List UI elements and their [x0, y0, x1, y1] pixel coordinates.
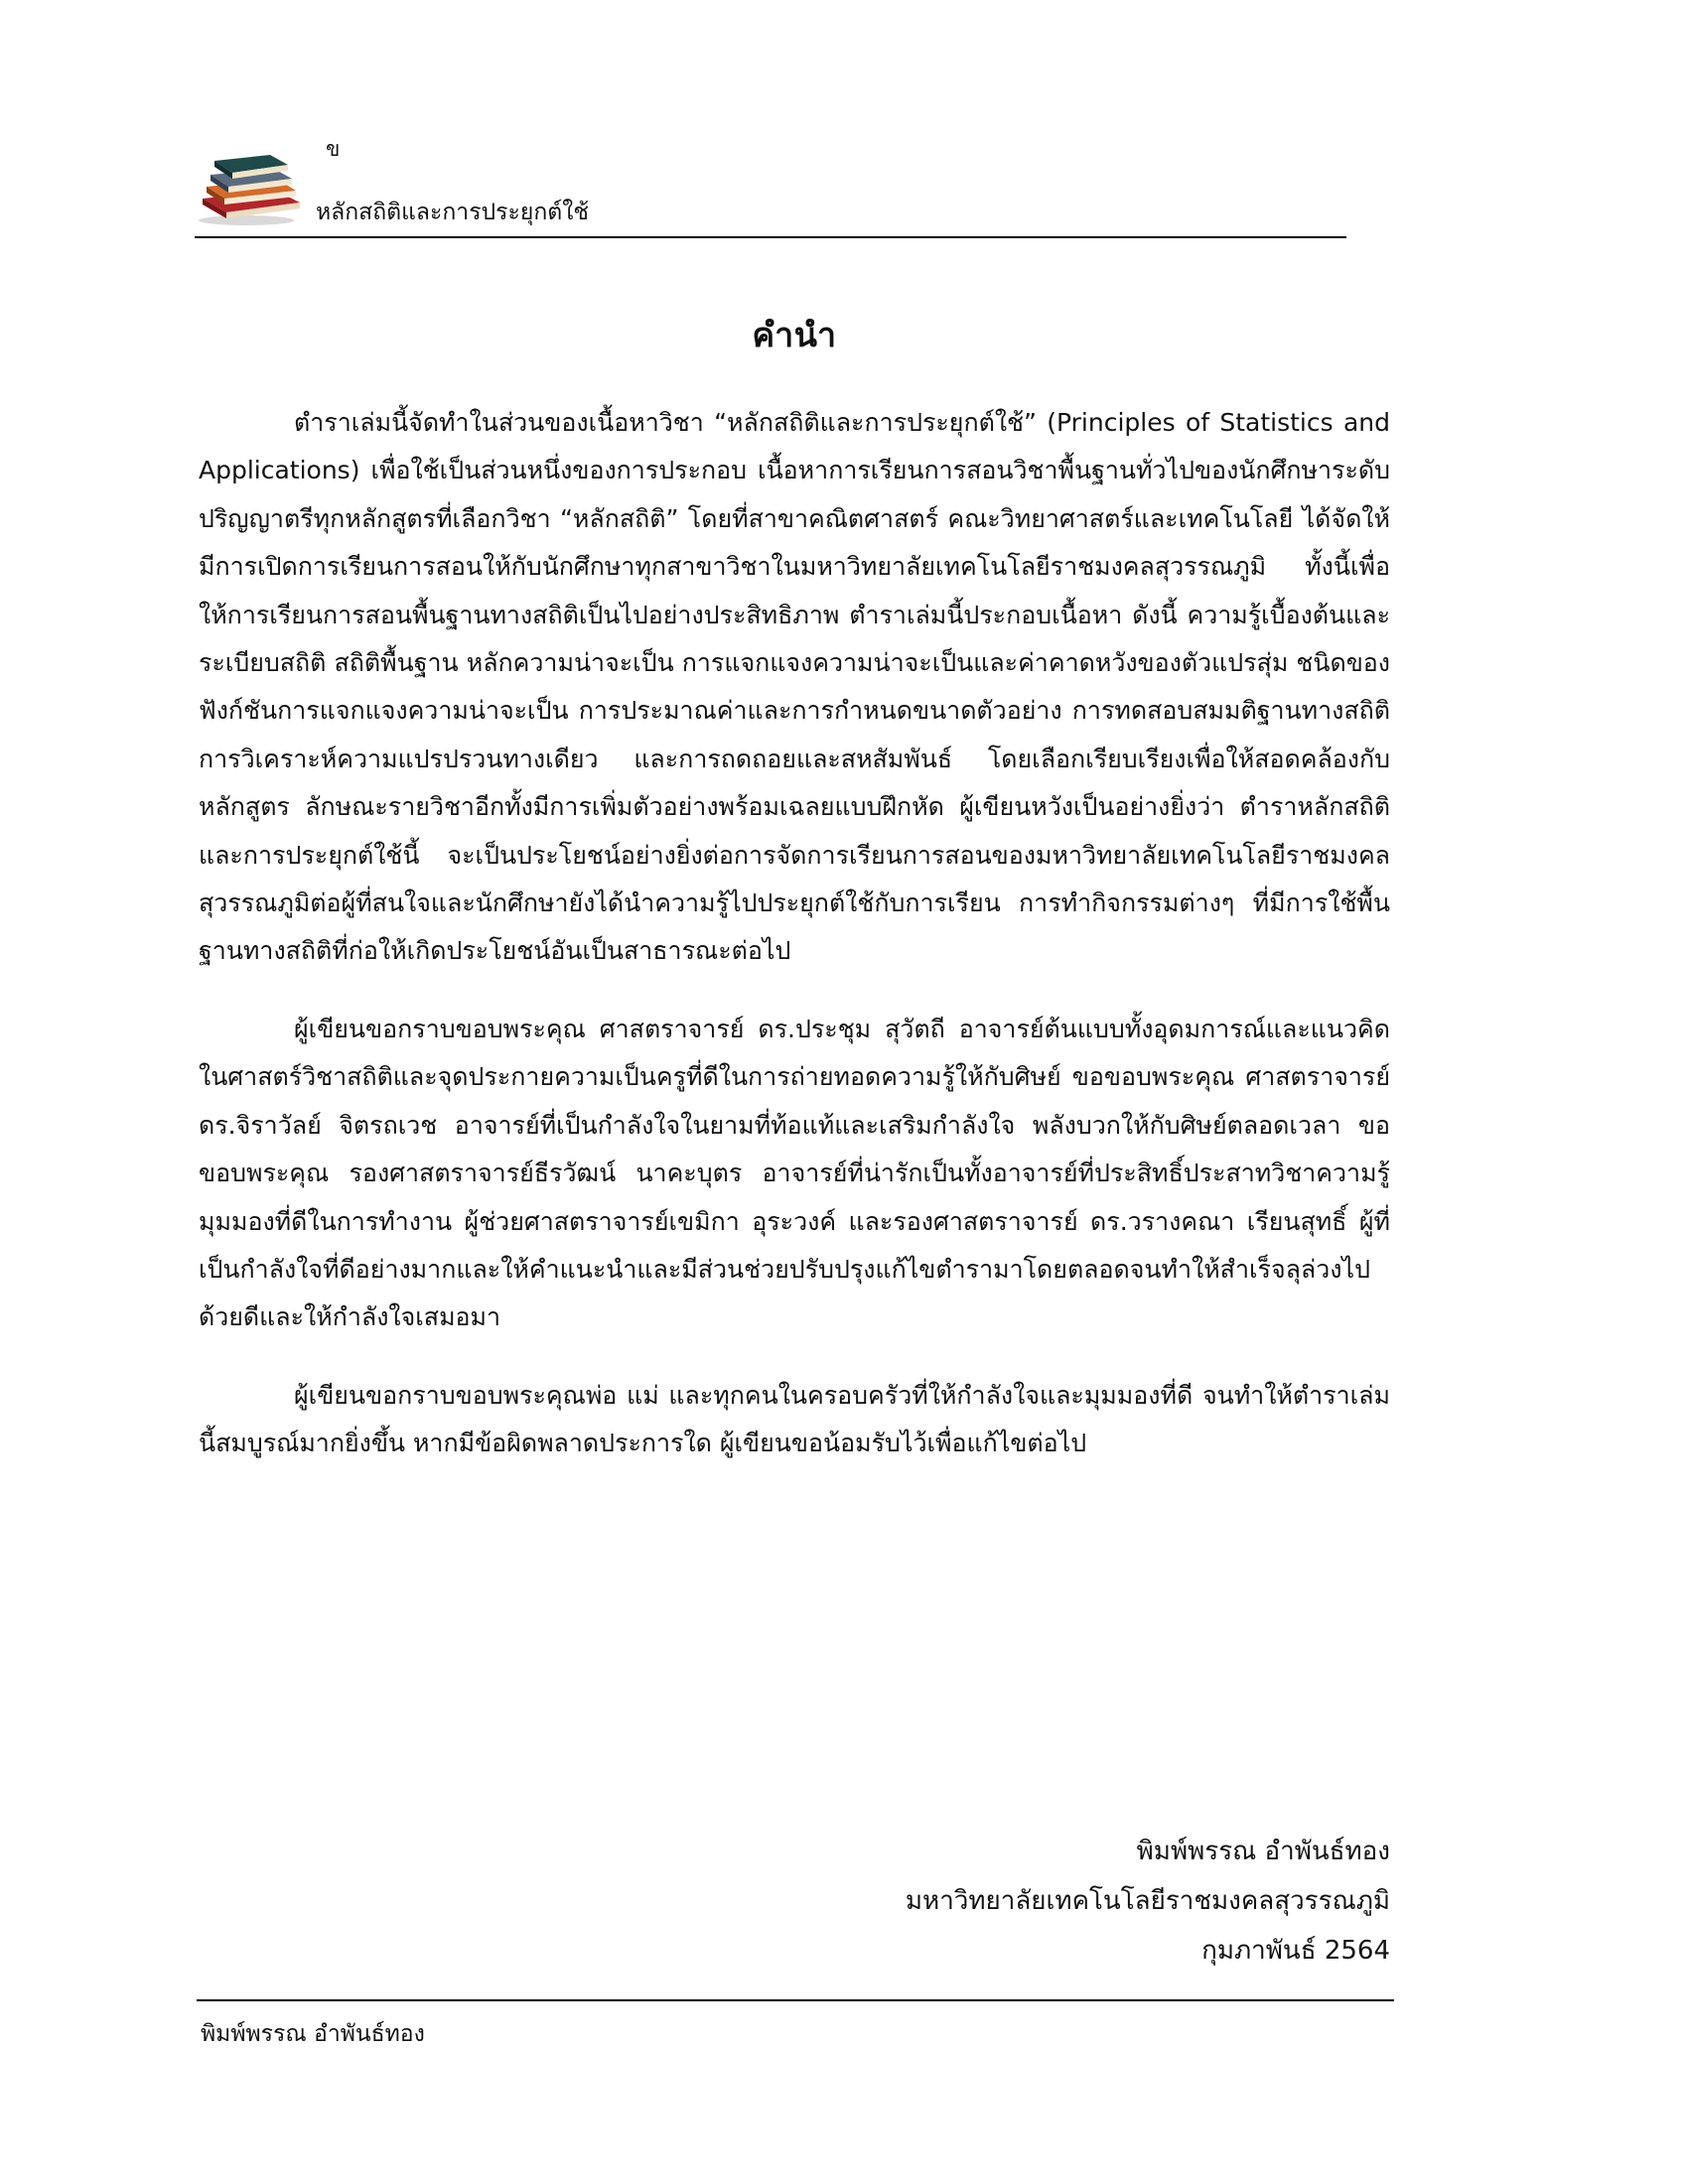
signature-name: พิมพ์พรรณ อำพันธ์ทอง	[1136, 1837, 1390, 1866]
paragraph-family-thanks: ผู้เขียนขอกราบขอบพระคุณพ่อ แม่ และทุกคนในครอบครัวที่ให้กำลังใจและมุมมองที่ดี จนทำให้ตำราเล่มนี้สมบูรณ์มากยิ่งขึ้น หากมีข้อผิดพลาดประการใด ผู้เขียนขอน้อมรับไว้เพื่อแก้ไขต่อไป	[199, 1380, 1390, 1458]
page-number-letter: ข	[326, 137, 341, 161]
signature-institution: มหาวิทยาลัยเทคโนโลยีราชมงคลสุวรรณภูมิ	[905, 1886, 1390, 1916]
page-title: คำนำ	[752, 316, 837, 355]
signature-block	[695, 1827, 1390, 1976]
running-header-title: หลักสถิติและการประยุกต์ใช้	[316, 200, 590, 225]
header-divider	[195, 236, 1346, 238]
book-stack-icon	[197, 147, 306, 226]
page-header	[195, 129, 1346, 240]
footer-divider	[197, 1999, 1394, 2001]
preface-body	[199, 308, 1390, 1498]
signature-date: กุมภาพันธ์ 2564	[1201, 1936, 1390, 1966]
paragraph-acknowledgements: ผู้เขียนขอกราบขอบพระคุณ ศาสตราจารย์ ดร.ประชุม สุวัตถี อาจารย์ต้นแบบทั้งอุดมการณ์และแนวคิดในศาสตร์วิชาสถิติและจุดประกายความเป็นครูที่ดีในการถ่ายทอดความรู้ให้กับศิษย์ ขอขอบพระคุณ ศาสตราจารย์ ดร.จิราวัลย์ จิตรถเวช อาจารย์ที่เป็นกำลังใจในยามที่ท้อแท้และเสริมกำลังใจ พลังบวกให้กับศิษย์ตลอดเวลา ขอขอบพระคุณ รองศาสตราจารย์ธีรวัฒน์ นาคะบุตร อาจารย์ที่น่ารักเป็นทั้งอาจารย์ที่ประสิทธิ์ประสาทวิชาความรู้ มุมมองที่ดีในการทำงาน ผู้ช่วยศาสตราจารย์เขมิกา อุระวงค์ และรองศาสตราจารย์ ดร.วรางคณา เรียนสุทธิ์ ผู้ที่เป็นกำลังใจที่ดีอย่างมากและให้คำแนะนำและมีส่วนช่วยปรับปรุงแก้ไขตำรามาโดยตลอดจนทำให้สำเร็จลุล่วงไปด้วยดีและให้กำลังใจเสมอมา	[199, 1014, 1390, 1332]
footer-author: พิมพ์พรรณ อำพันธ์ทอง	[201, 2021, 425, 2047]
paragraph-intro: ตำราเล่มนี้จัดทำในส่วนของเนื้อหาวิชา “หลักสถิติและการประยุกต์ใช้” (Principles of Statistics and Applications) เพื่อใช้เป็นส่วนหนึ่งของการประกอบ เนื้อหาการเรียนการสอนวิชาพื้นฐานทั่วไปของนักศึกษาระดับปริญญาตรีทุกหลักสูตรที่เลือกวิชา “หลักสถิติ” โดยที่สาขาคณิตศาสตร์ คณะวิทยาศาสตร์และเทคโนโลยี ได้จัดให้มีการเปิดการเรียนการสอนให้กับนักศึกษาทุกสาขาวิชาในมหาวิทยาลัยเทคโนโลยีราชมงคลสุวรรณภูมิ ทั้งนี้เพื่อให้การเรียนการสอนพื้นฐานทางสถิติเป็นไปอย่างประสิทธิภาพ ตำราเล่มนี้ประกอบเนื้อหา ดังนี้ ความรู้เบื้องต้นและระเบียบสถิติ สถิติพื้นฐาน หลักความน่าจะเป็น การแจกแจงความน่าจะเป็นและค่าคาดหวังของตัวแปรสุ่ม ชนิดของฟังก์ชันการแจกแจงความน่าจะเป็น การประมาณค่าและการกำหนดขนาดตัวอย่าง การทดสอบสมมติฐานทางสถิติ การวิเคราะห์ความแปรปรวนทางเดียว และการถดถอยและสหสัมพันธ์ โดยเลือกเรียบเรียงเพื่อให้สอดคล้องกับหลักสูตร ลักษณะรายวิชาอีกทั้งมีการเพิ่มตัวอย่างพร้อมเฉลยแบบฝึกหัด ผู้เขียนหวังเป็นอย่างยิ่งว่า ตำราหลักสถิติและการประยุกต์ใช้นี้ จะเป็นประโยชน์อย่างยิ่งต่อการจัดการเรียนการสอนของมหาวิทยาลัยเทคโนโลยีราชมงคลสุวรรณภูมิต่อผู้ที่สนใจและนักศึกษายังได้นำความรู้ไปประยุกต์ใช้กับการเรียน การทำกิจกรรมต่างๆ ที่มีการใช้พื้นฐานทางสถิติที่ก่อให้เกิดประโยชน์อันเป็นสาธารณะต่อไป	[199, 408, 1390, 966]
